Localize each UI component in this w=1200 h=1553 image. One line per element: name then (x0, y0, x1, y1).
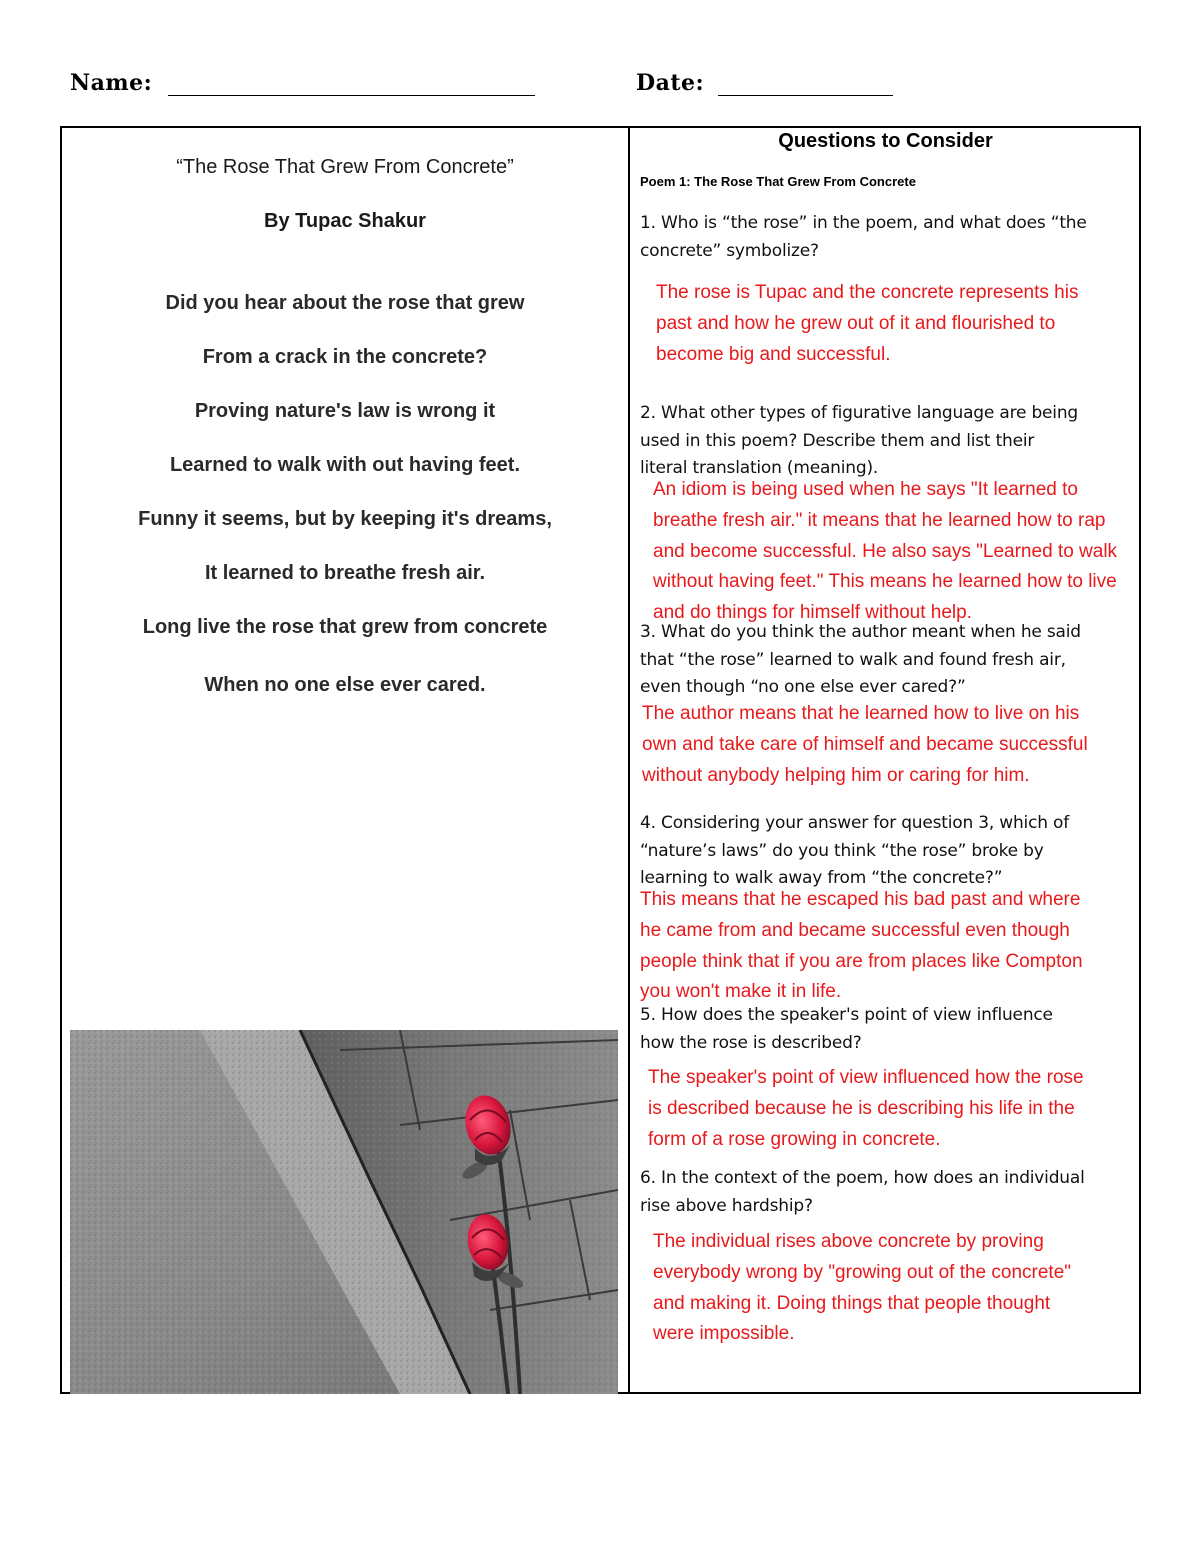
rose-concrete-photo (70, 1030, 618, 1394)
name-blank-line[interactable] (168, 95, 535, 96)
column-divider (628, 126, 630, 1394)
questions-heading: Questions to Consider (778, 130, 993, 152)
poem-line: Learned to walk with out having feet. (169, 454, 521, 476)
question-4: 4. Considering your answer for question 3, which of “nature’s laws” do you think “the rose” broke by learning to walk away from “the concrete?” (640, 813, 1069, 888)
poem-reference-label: Poem 1: The Rose That Grew From Concrete (640, 174, 916, 189)
question-5: 5. How does the speaker's point of view influence how the rose is described? (640, 1005, 1053, 1053)
rose-photo-illustration (70, 1030, 618, 1394)
poem-line: Long live the rose that grew from concrete (142, 616, 548, 638)
question-3: 3. What do you think the author meant when he said that “the rose” learned to walk and found fresh air, even though “no one else ever cared?” (640, 622, 1081, 697)
name-label: Name: (70, 70, 153, 96)
poem-line: When no one else ever cared. (204, 674, 486, 696)
poem-author: By Tupac Shakur (264, 210, 426, 232)
date-blank-line[interactable] (718, 95, 893, 96)
question-2: 2. What other types of figurative language are being used in this poem? Describe them and list their literal translation (meaning). (640, 403, 1078, 478)
answer-2[interactable]: An idiom is being used when he says "It learned to breathe fresh air." it means that he learned how to rap and become successful. He also says "Learned to walk without having feet." This means he learned how to live and do things for himself without help. (653, 479, 1118, 624)
poem-line: It learned to breathe fresh air. (204, 562, 486, 584)
poem-line: Funny it seems, but by keeping it's dreams, (138, 508, 552, 530)
question-6: 6. In the context of the poem, how does an individual rise above hardship? (640, 1168, 1085, 1216)
answer-1[interactable]: The rose is Tupac and the concrete represents his past and how he grew out of it and flourished to become big and successful. (656, 282, 1079, 365)
poem-line: From a crack in the concrete? (202, 346, 488, 368)
answer-6[interactable]: The individual rises above concrete by proving everybody wrong by "growing out of the concrete" and making it. Doing things that people thought were impossible. (653, 1231, 1071, 1345)
question-1: 1. Who is “the rose” in the poem, and what does “the concrete” symbolize? (640, 213, 1087, 261)
poem-line: Did you hear about the rose that grew (165, 292, 525, 314)
answer-5[interactable]: The speaker's point of view influenced how the rose is described because he is describing his life in the form of a rose growing in concrete. (648, 1067, 1084, 1150)
answer-3[interactable]: The author means that he learned how to live on his own and take care of himself and became successful without anybody helping him or caring for him. (642, 703, 1088, 786)
poem-title: “The Rose That Grew From Concrete” (176, 156, 514, 178)
date-label: Date: (636, 70, 705, 96)
answer-4[interactable]: This means that he escaped his bad past and where he came from and became successful even though people think that if you are from places like Compton you won't make it in life. (640, 889, 1083, 1003)
poem-line: Proving nature's law is wrong it (194, 400, 496, 422)
